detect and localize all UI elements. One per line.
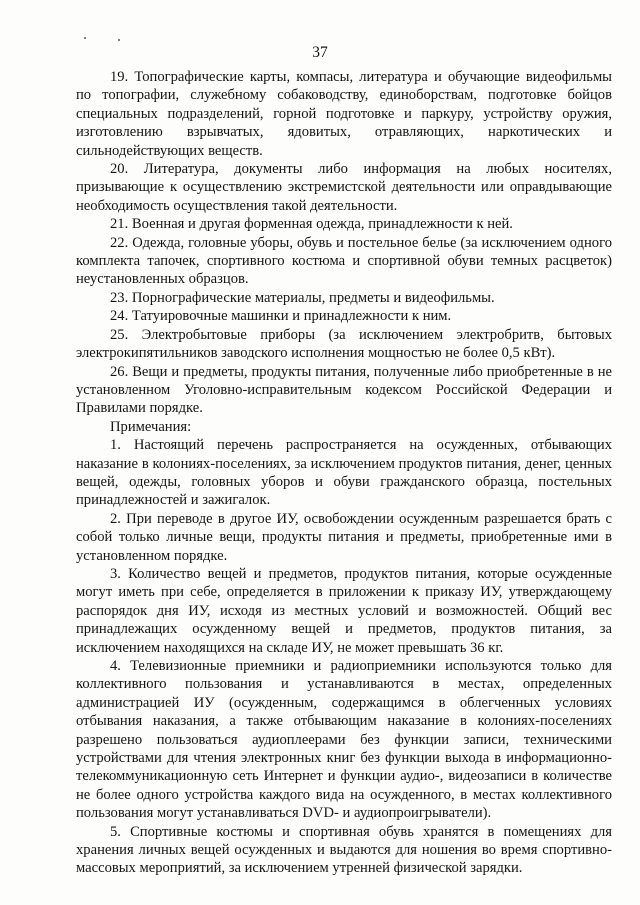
notes-title: Примечания: xyxy=(110,418,192,435)
scan-speck xyxy=(84,37,86,39)
list-item-25: 25. Электробытовые приборы (за исключением электробритв, бытовых электрокипятильников заводского исполнения мощностью не более 0,5 кВт). xyxy=(76,326,612,362)
note-item-3: 3. Количество вещей и предметов, продуктов питания, которые осужденные могут иметь при себе, определяется в приложении к приказу ИУ, утверждающему распорядок дня ИУ, исходя из местных условий и возможностей. Общий вес принадлежащих осужденному вещей и предметов, продуктов питания, за исключением находящихся на складе ИУ, не может превышать 36 кг. xyxy=(76,565,612,656)
list-item-20: 20. Литература, документы либо информация на любых носителях, призывающие к осуществлению экстремистской деятельности или оправдывающие необходимость осуществления такой деятельности. xyxy=(76,161,612,214)
list-item-21: 21. Военная и другая форменная одежда, принадлежности к ней. xyxy=(110,216,513,233)
list-item-26: 26. Вещи и предметы, продукты питания, полученные либо приобретенные в не установленном Уголовно-исправительным кодексом Российской Федерации и Правилами порядке. xyxy=(76,363,612,417)
note-item-4: 4. Телевизионные приемники и радиоприемники используются только для коллективного пользования и устанавливаются в местах, определенных администрацией ИУ (осужденным, содержащимся в облегченных условиях отбывания наказания, а также отбывающим наказание в колониях-поселениях разрешено пользоваться аудиоплеерами без функции записи, техническими устройствами для чтения электронных книг без функции выхода в информационно-телекоммуникационную сеть Интернет и функции аудио-, видеозаписи в количестве не более одного устройства каждого вида на осужденного, в местах коллективного пользования могут устанавливаться DVD- и аудиопроигрыватели). xyxy=(76,658,612,822)
list-item-24: 24. Татуировочные машинки и принадлежности к ним. xyxy=(110,308,452,325)
scan-speck xyxy=(118,39,120,41)
document-text xyxy=(76,68,612,878)
page-number: 37 xyxy=(312,44,328,61)
note-item-1: 1. Настоящий перечень распространяется на осужденных, отбывающих наказание в колониях-поселениях, за исключением продуктов питания, денег, ценных вещей, одежды, головных уборов и обуви гражданского образца, постельных принадлежностей и зажигалок. xyxy=(76,437,612,509)
note-item-5: 5. Спортивные костюмы и спортивная обувь хранятся в помещениях для хранения личных вещей осужденных и выдаются для ношения во время спортивно-массовых мероприятий, за исключением утренней физической зарядки. xyxy=(76,823,612,877)
note-item-2: 2. При переводе в другое ИУ, освобождении осужденным разрешается брать с собой только личные вещи, продукты питания и предметы, приобретенные ими в установленном порядке. xyxy=(76,510,612,564)
list-item-19: 19. Топографические карты, компасы, литература и обучающие видеофильмы по топографии, служебному собаководству, единоборствам, подготовке бойцов специальных подразделений, горной подготовке и паркуру, устройству оружия, изготовлению взрывчатых, ядовитых, отравляющих, наркотических и сильнодействующих веществ. xyxy=(76,69,612,159)
list-item-23: 23. Порнографические материалы, предметы и видеофильмы. xyxy=(110,289,495,306)
list-item-22: 22. Одежда, головные уборы, обувь и постельное белье (за исключением одного комплекта тапочек, спортивного костюма и спортивной обуви темных расцветок) неустановленных образцов. xyxy=(76,234,612,288)
